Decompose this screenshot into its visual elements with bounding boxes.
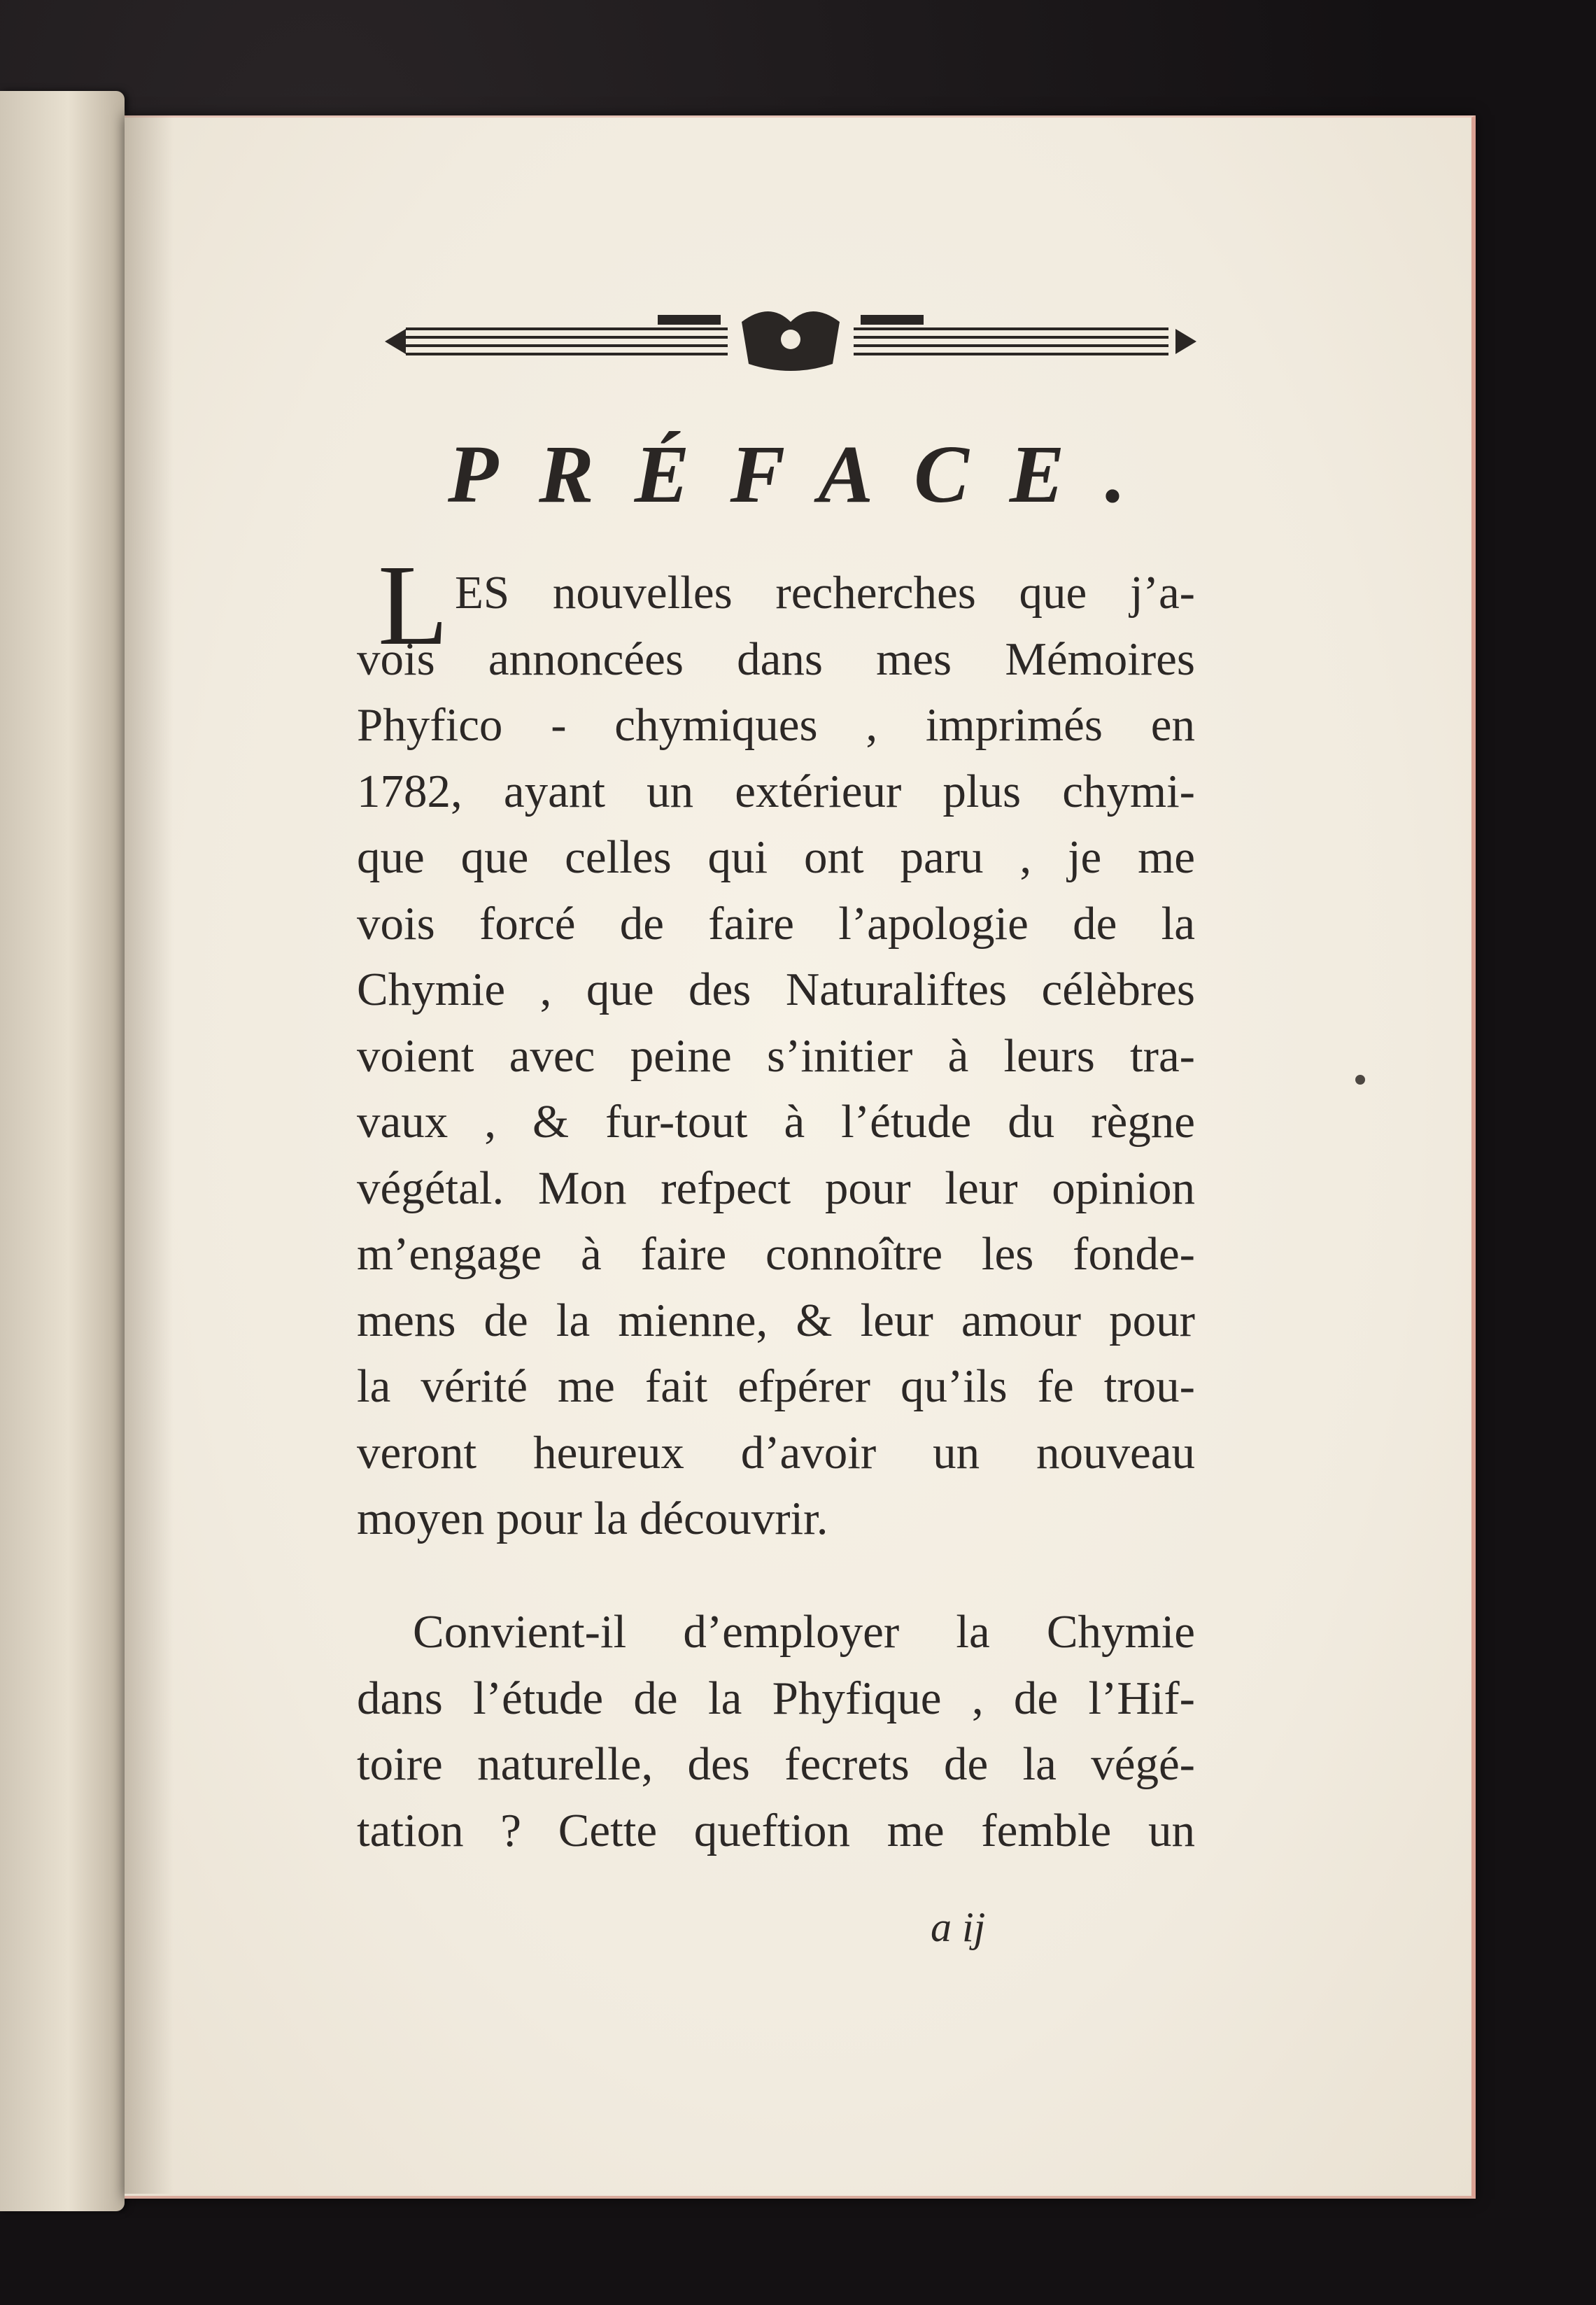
paragraph-2-line: dans l’étude de la Phyfique , de l’Hif-	[357, 1672, 1195, 1724]
paragraph-1-line: m’engage à faire connoître les fonde-	[357, 1228, 1195, 1280]
paragraph-1	[357, 560, 1195, 1552]
gutter-shadow	[125, 115, 174, 2194]
header-ornament	[378, 301, 1203, 378]
paragraph-2	[357, 1599, 1195, 1863]
paragraph-1-line: vaux , & fur-tout à l’étude du règne	[357, 1096, 1195, 1148]
paragraph-1-line: Chymie , que des Naturaliftes célèbres	[357, 964, 1195, 1015]
paragraph-1-line: la vérité me fait efpérer qu’ils fe trou-	[357, 1360, 1195, 1412]
signature-mark: a ij	[931, 1904, 986, 1950]
previous-page-leaf	[0, 91, 125, 2211]
paragraph-1-line: végétal. Mon refpect pour leur opinion	[357, 1162, 1195, 1214]
paragraph-1-line: veront heureux d’avoir un nouveau	[357, 1426, 1195, 1479]
paragraph-1-line: 1782, ayant un extérieur plus chymi-	[357, 765, 1195, 817]
paragraph-1-first-line: ES nouvelles recherches que j’a-	[455, 567, 1195, 619]
paragraph-1-line: que que celles qui ont paru , je me	[357, 831, 1195, 883]
paragraph-1-last-line: moyen pour la découvrir.	[357, 1493, 828, 1544]
drop-cap: L	[378, 541, 449, 669]
ink-spot	[1355, 1075, 1365, 1085]
paragraph-2-line: Convient-il d’employer la Chymie	[413, 1606, 1195, 1658]
paragraph-2-line: toire naturelle, des fecrets de la végé-	[357, 1738, 1195, 1790]
paragraph-1-line: mens de la mienne, & leur amour pour	[357, 1294, 1195, 1346]
paragraph-1-line: voient avec peine s’initier à leurs tra-	[357, 1029, 1195, 1082]
paragraph-1-line: vois annoncées dans mes Mémoires	[357, 633, 1195, 685]
paragraph-1-line: Phyfico - chymiques , imprimés en	[357, 699, 1195, 751]
paragraph-1-line: vois forcé de faire l’apologie de la	[357, 897, 1195, 950]
page-title: PRÉFACE.	[448, 428, 1166, 520]
paragraph-2-line: tation ? Cette queftion me femble un	[357, 1804, 1195, 1856]
